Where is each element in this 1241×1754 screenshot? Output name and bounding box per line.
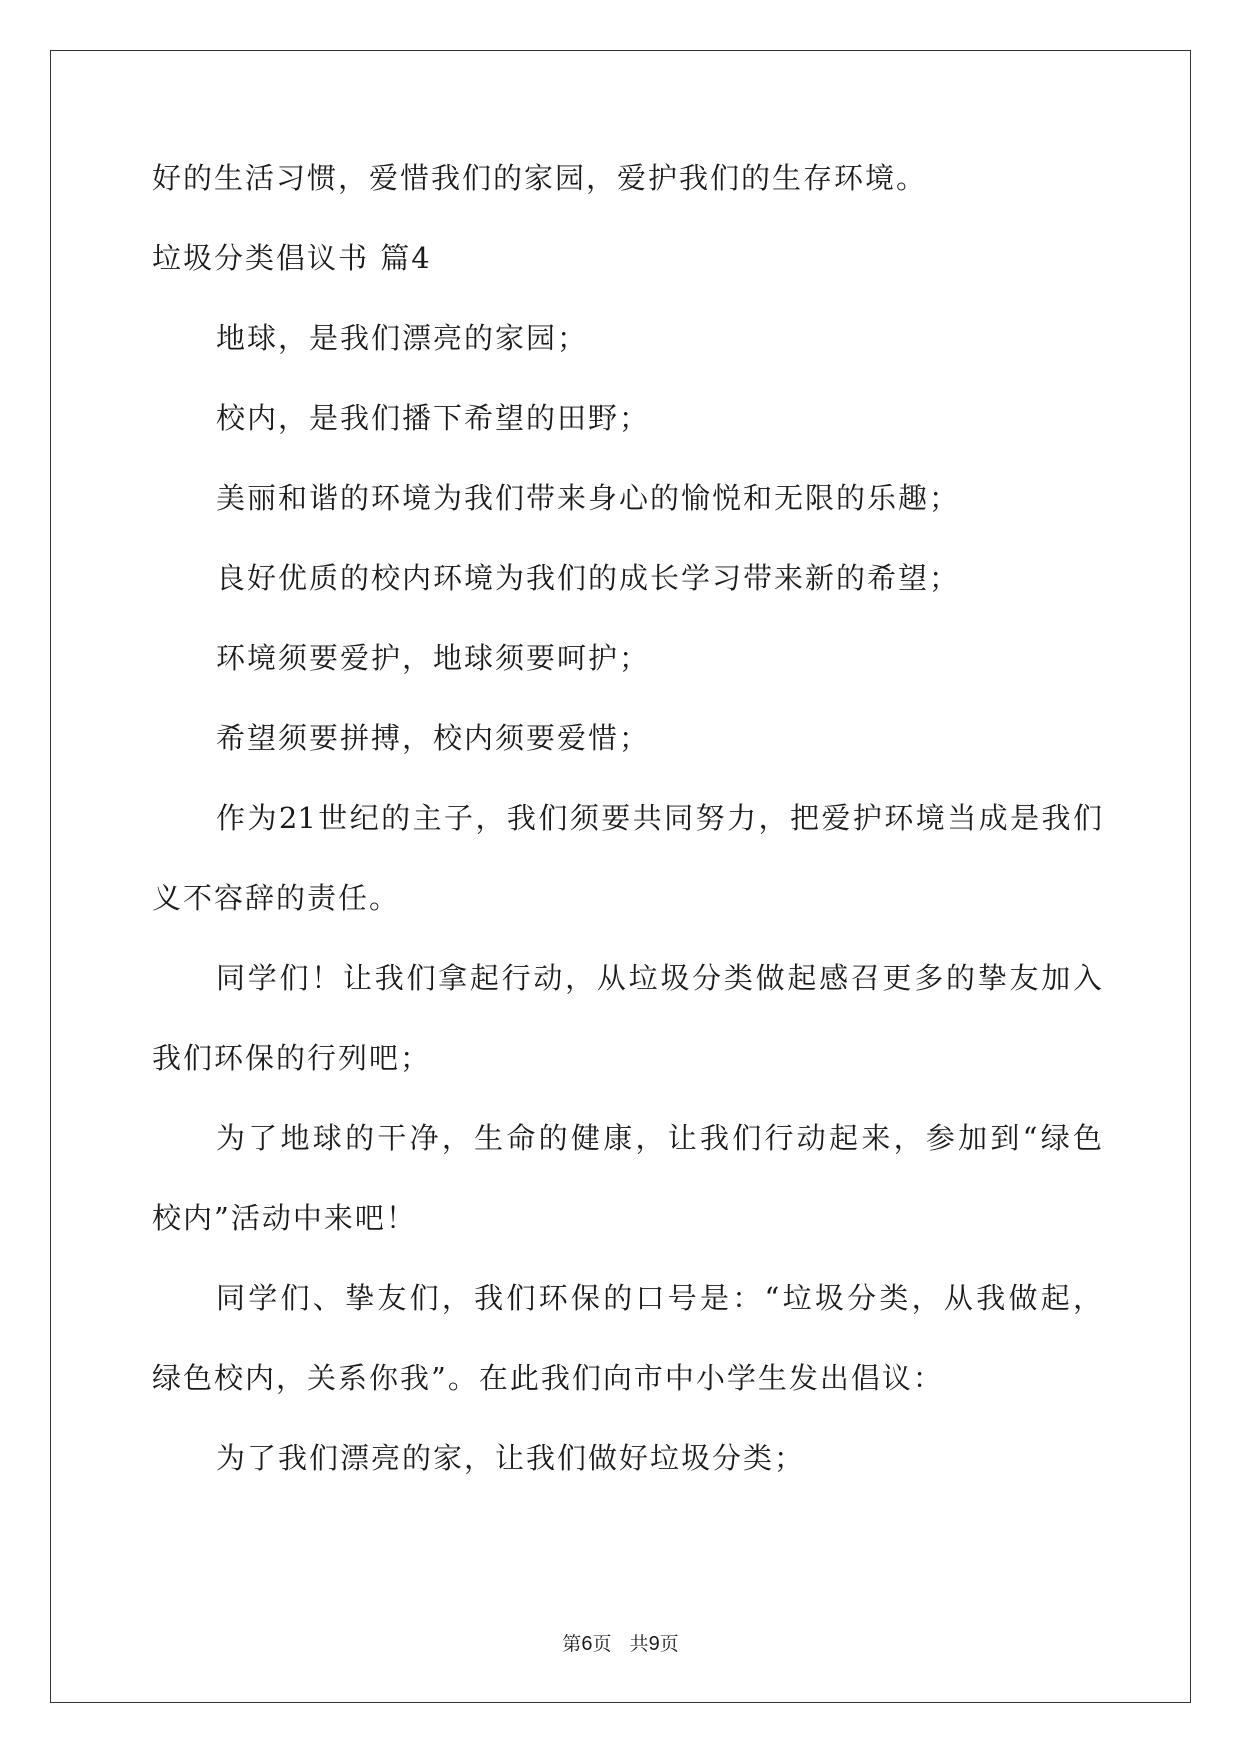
paragraph-line: 我们环保的行列吧； (152, 1041, 432, 1075)
paragraph-line: 绿色校内，关系你我”。在此我们向市中小学生发出倡议： (152, 1361, 944, 1395)
current-page-number: 6 (581, 1633, 593, 1655)
section-heading: 垃圾分类倡议书 篇4 (152, 241, 432, 275)
paragraph-line: 同学们、挚友们，我们环保的口号是：“垃圾分类，从我做起， (216, 1281, 1102, 1315)
paragraph-line: 校内，是我们播下希望的田野； (216, 401, 651, 435)
paragraph-line: 好的生活习惯，爱惜我们的家园，爱护我们的生存环境。 (152, 161, 928, 195)
paragraph-line: 美丽和谐的环境为我们带来身心的愉悦和无限的乐趣； (216, 481, 961, 515)
paragraph-line: 同学们！让我们拿起行动，从垃圾分类做起感召更多的挚友加入 (216, 961, 1102, 995)
page-suffix: 页 (659, 1633, 679, 1655)
paragraph-line: 作为21世纪的主子，我们须要共同努力，把爱护环境当成是我们 (216, 801, 1102, 835)
paragraph-line: 希望须要拼搏，校内须要爱惜； (216, 721, 651, 755)
total-page-number: 9 (648, 1633, 660, 1655)
page-number-footer (0, 1632, 1241, 1656)
paragraph-line: 良好优质的校内环境为我们的成长学习带来新的希望； (216, 561, 961, 595)
page-prefix: 第 (562, 1633, 582, 1655)
page-separator: 页 共 (592, 1633, 649, 1655)
paragraph-line: 为了地球的干净，生命的健康，让我们行动起来，参加到“绿色 (216, 1121, 1102, 1155)
paragraph-line: 环境须要爱护，地球须要呵护； (216, 641, 651, 675)
paragraph-line: 校内”活动中来吧！ (152, 1201, 417, 1235)
paragraph-line: 义不容辞的责任。 (152, 881, 401, 915)
paragraph-line: 地球，是我们漂亮的家园； (216, 321, 589, 355)
paragraph-line: 为了我们漂亮的家，让我们做好垃圾分类； (216, 1441, 806, 1475)
